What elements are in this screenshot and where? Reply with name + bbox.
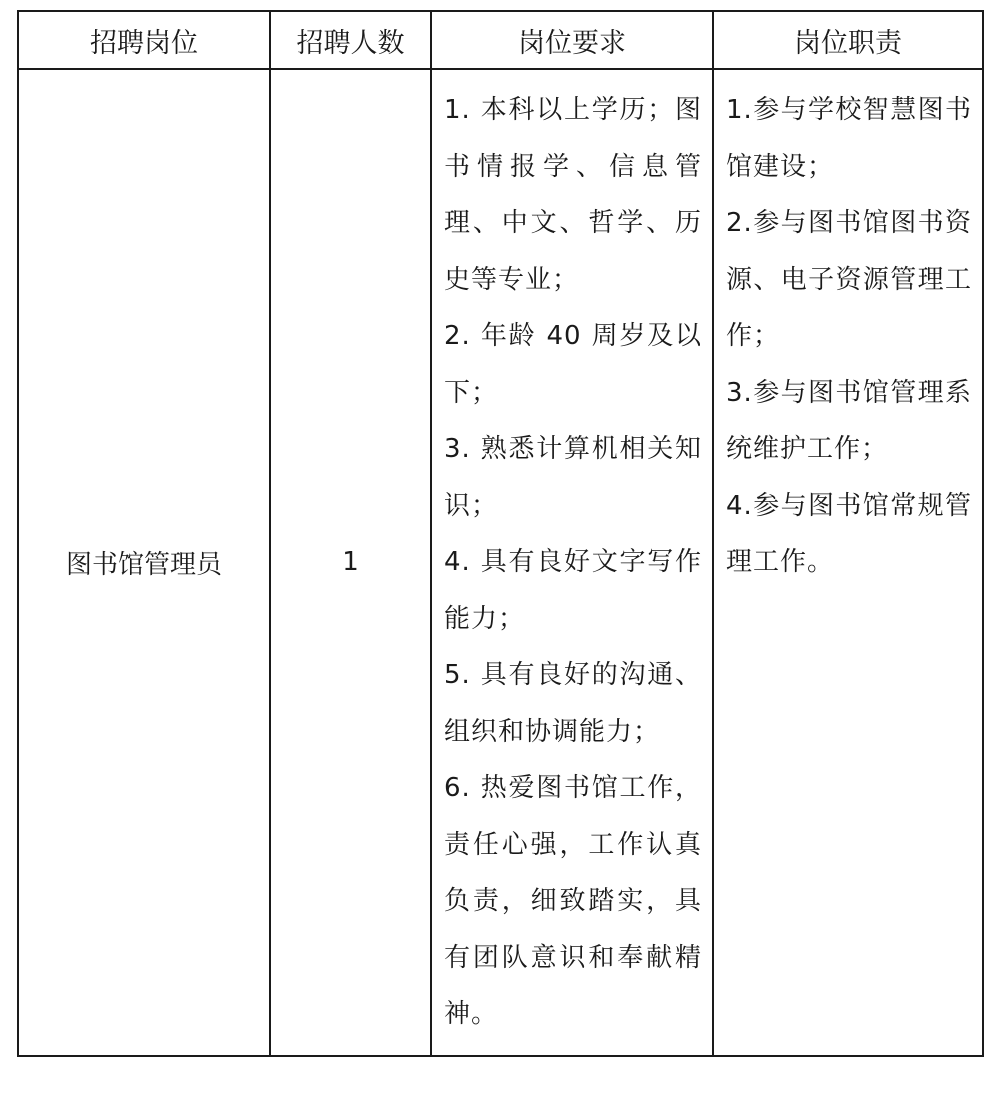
header-requirements: 岗位要求 bbox=[431, 11, 713, 69]
cell-duties bbox=[713, 69, 983, 1056]
cell-count: 1 bbox=[270, 69, 431, 1056]
duty-item: 1.参与学校智慧图书馆建设； bbox=[726, 95, 972, 182]
requirement-item: 5. 具有良好的沟通、组织和协调能力； bbox=[444, 660, 702, 747]
duty-item: 4.参与图书馆常规管理工作。 bbox=[726, 490, 972, 577]
table-row bbox=[18, 69, 983, 1056]
cell-requirements bbox=[431, 69, 713, 1056]
requirement-item: 2. 年龄 40 周岁及以下； bbox=[444, 321, 702, 408]
recruitment-table bbox=[17, 10, 984, 1057]
header-count: 招聘人数 bbox=[270, 11, 431, 69]
cell-position: 图书馆管理员 bbox=[18, 69, 270, 1056]
header-position: 招聘岗位 bbox=[18, 11, 270, 69]
recruitment-table-container bbox=[17, 10, 982, 1057]
requirement-item: 6. 热爱图书馆工作，责任心强，工作认真负责，细致踏实，具有团队意识和奉献精神。 bbox=[444, 773, 702, 1029]
duty-item: 2.参与图书馆图书资源、电子资源管理工作； bbox=[726, 208, 972, 351]
requirement-item: 4. 具有良好文字写作能力； bbox=[444, 547, 702, 634]
header-duties: 岗位职责 bbox=[713, 11, 983, 69]
requirement-item: 1. 本科以上学历；图书情报学、信息管理、中文、哲学、历史等专业； bbox=[444, 95, 702, 295]
requirement-item: 3. 熟悉计算机相关知识； bbox=[444, 434, 702, 521]
table-header-row bbox=[18, 11, 983, 69]
duty-item: 3.参与图书馆管理系统维护工作； bbox=[726, 377, 972, 464]
